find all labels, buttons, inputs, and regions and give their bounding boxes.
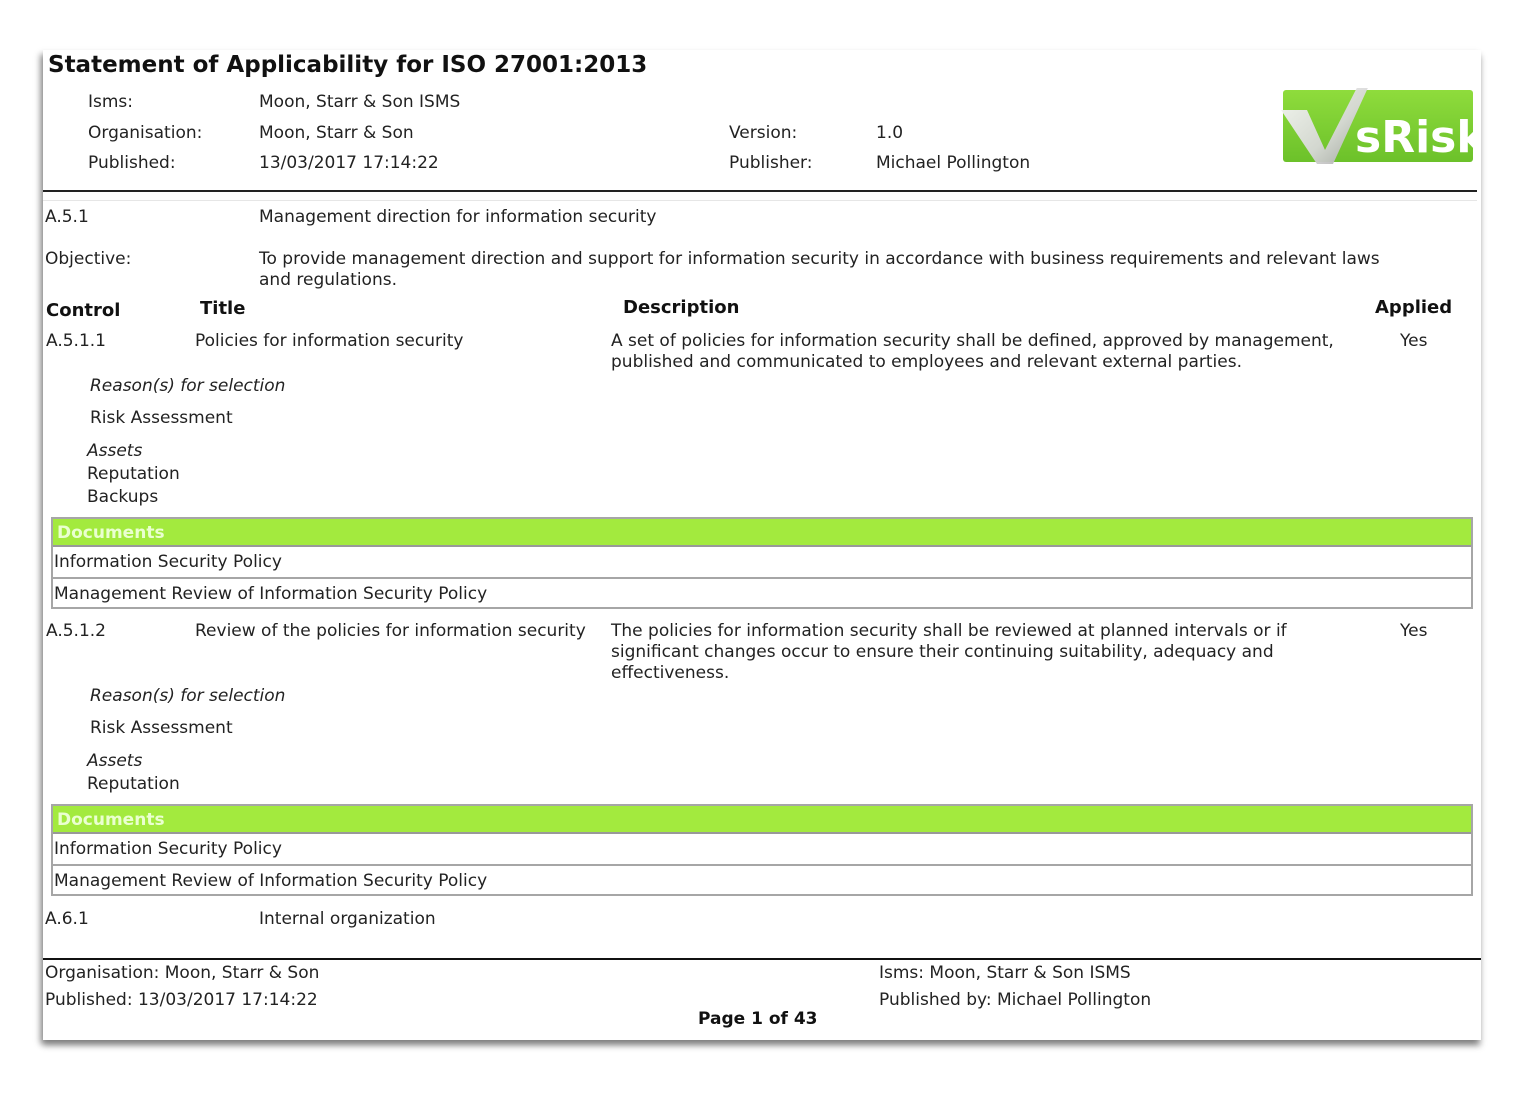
asset-item: Reputation (87, 774, 180, 794)
footer-published: Published: 13/03/2017 17:14:22 (45, 990, 318, 1010)
document-row[interactable]: Information Security Policy (53, 834, 1471, 864)
control-id: A.5.1.1 (46, 331, 106, 351)
document-row[interactable]: Management Review of Information Security Policy (53, 864, 1471, 894)
objective-text: To provide management direction and support for information security in accordance with business requirements and relevant laws and regulations. (259, 249, 1380, 290)
organisation-value: Moon, Starr & Son (259, 123, 414, 143)
asset-item: Reputation (87, 464, 180, 484)
control-title: Policies for information security (195, 331, 464, 351)
next-section-title: Internal organization (259, 909, 436, 929)
document-row[interactable]: Information Security Policy (53, 547, 1471, 577)
documents-header: Documents (53, 519, 1471, 547)
column-header-description: Description (623, 297, 740, 318)
version-value: 1.0 (876, 123, 904, 143)
documents-table (51, 517, 1473, 609)
column-header-control: Control (46, 300, 121, 321)
reason-item: Risk Assessment (90, 718, 233, 738)
next-section-id: A.6.1 (45, 909, 89, 929)
page-title: Statement of Applicability for ISO 27001:2013 (48, 52, 648, 78)
documents-header: Documents (53, 806, 1471, 834)
documents-table (51, 804, 1473, 896)
section-id: A.5.1 (45, 207, 89, 227)
footer-isms: Isms: Moon, Starr & Son ISMS (879, 963, 1131, 983)
footer-organisation: Organisation: Moon, Starr & Son (45, 963, 320, 983)
control-description: A set of policies for information security shall be defined, approved by management, published and communicated to employees and relevant external parties. (611, 331, 1334, 372)
page-number: Page 1 of 43 (698, 1009, 818, 1029)
control-id: A.5.1.2 (46, 621, 106, 641)
header-divider (43, 190, 1477, 192)
control-applied: Yes (1400, 621, 1428, 641)
isms-label: Isms: (88, 92, 134, 112)
vsrisk-logo (1281, 88, 1475, 164)
objective-label: Objective: (45, 249, 132, 269)
asset-item: Backups (87, 487, 159, 507)
isms-value: Moon, Starr & Son ISMS (259, 92, 461, 112)
vsrisk-checkmark-logo-icon (1281, 88, 1475, 164)
document-row[interactable]: Management Review of Information Security Policy (53, 577, 1471, 607)
control-description: The policies for information security shall be reviewed at planned intervals or if significant changes occur to ensure their continuing suitability, adequacy and effectiveness. (611, 621, 1287, 683)
section-title: Management direction for information security (259, 207, 657, 227)
column-header-applied: Applied (1375, 297, 1453, 318)
reasons-label: Reason(s) for selection (90, 686, 286, 706)
header-subdivider (43, 200, 1477, 201)
organisation-label: Organisation: (88, 123, 203, 143)
control-applied: Yes (1400, 331, 1428, 351)
assets-label: Assets (87, 751, 143, 771)
footer-published-by: Published by: Michael Pollington (879, 990, 1152, 1010)
published-label: Published: (88, 153, 176, 173)
control-title: Review of the policies for information security (195, 621, 586, 641)
column-header-title: Title (200, 298, 246, 319)
reasons-label: Reason(s) for selection (90, 376, 286, 396)
publisher-value: Michael Pollington (876, 153, 1031, 173)
svg-text:sRisk: sRisk (1355, 112, 1475, 163)
published-value: 13/03/2017 17:14:22 (259, 153, 439, 173)
assets-label: Assets (87, 441, 143, 461)
document-page (43, 50, 1481, 1040)
version-label: Version: (729, 123, 798, 143)
publisher-label: Publisher: (729, 153, 813, 173)
footer-divider (43, 958, 1481, 960)
reason-item: Risk Assessment (90, 408, 233, 428)
